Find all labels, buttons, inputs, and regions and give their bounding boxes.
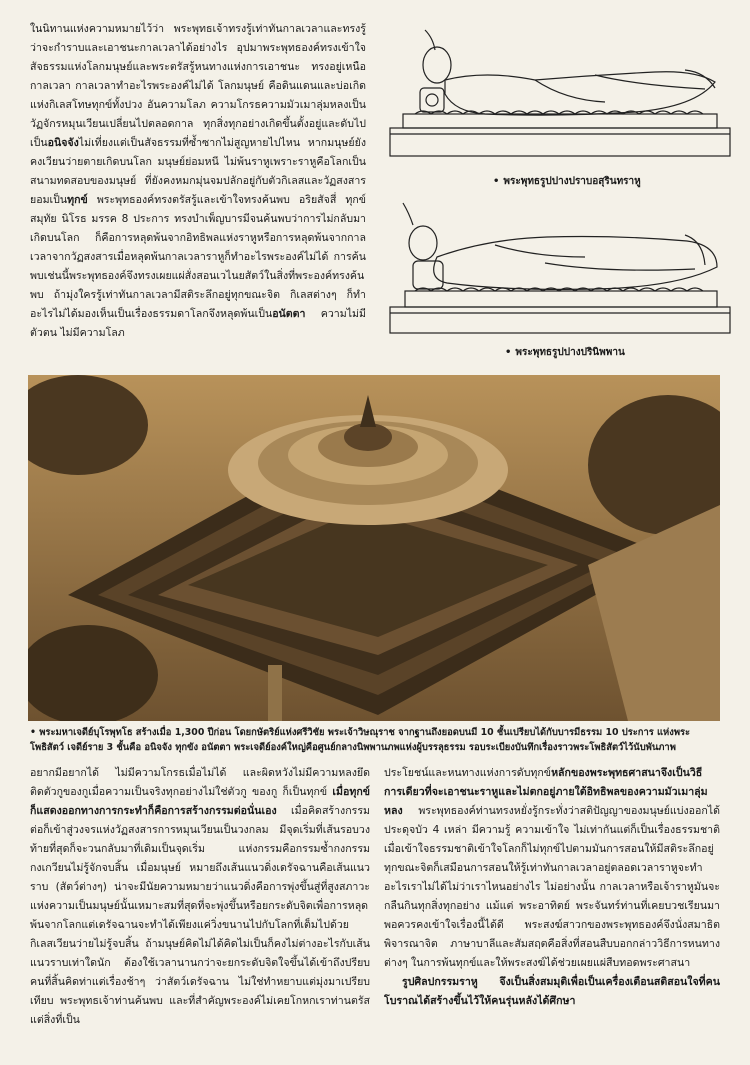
intro-text-4: ความไม่มีตัวตน ไม่มีความโลภ xyxy=(30,308,366,339)
right-column-paragraph xyxy=(384,764,720,1054)
left-text-2: เมื่อคิดสร้างกรรมต่อก็เข้าสู่วงจรแห่งวัฏสงสารการหมุนเวียนเป็นวงกลม มีจุดเริ่มที่เส้นรอบวงท้ายที่สุดก็จะวนกลับมาที่เดิมเป็นจุดเริ่ม แห่งกรรมคือกรรมซ้ำกงกรรมกงเกวียนไม่รู้จักจบสิ้น เมื่อมนุษย์ หมายถึงเส้นแนวดิ่งเดรัจฉานคือเส้นแนวราบ (สัตว์ต่างๆ) น่าจะมีนัยความหมายว่าแนวดิ่งคือการพุ่งขึ้นสู่ที่สูงสภาวะแห่งความเป็นมนุษย์นั้นเหมาะสมที่สุดที่จะพุ่งขึ้นหรือยกระดับจิตเพื่อการหลุดพ้นจากโลกแต่เดรัจฉานจะทำได้เพียงแค่วิ่งขนานไปกับโลกที่เต็มไปด้วยกิเลสเวียนว่ายไม่รู้จบสิ้น ถ้ามนุษย์คิดไม่ได้คิดไม่เป็นก็คงไม่ต่างอะไรกับเส้นแนวราบเท่าใดนัก ต้องใช้เวลานานกว่าจะยกระดับจิตใจขึ้นได้เข้าถึงปรียบคนที่สิ้นคิดท่าแต่เรื่องช้าๆ ว่าสัตว์เดรัจฉาน ไม่ใช่ทำหยาบแต่มุ่งมาเปรียบเทียบ พระพุทธเจ้าท่านค้นพบ และที่สำคัญพระองค์ไม่เคยโกหกเราท่านตรัสแต่สิ่งที่เป็น xyxy=(30,805,370,1026)
borobudur-aerial-photo xyxy=(28,375,720,721)
caption-bullet: • xyxy=(493,176,500,187)
intro-paragraph xyxy=(30,20,366,365)
intro-text-3: พระพุทธองค์ทรงตรัสรู้และเข้าใจทรงค้นพบ อริยสัจสี่ ทุกข์ สมุทัย นิโรธ มรรค 8 ประการ ทรงบำเพ็ญบารมีจนค้นพบว่าการไม่กลับมาเกิดบนโลก ก็คือการหลุดพ้นจากอิทธิพลแห่งราหูหรือการหลุดพ้นจากกาลเวลาจากวัฏสงสารเมื่อหลุดพ้นกาลเวลาราหูก็ทำอะไรพระองค์ไม่ได้ การค้นพบเช่นนี้พระพุทธองค์จึงทรงเผยแผ่สั่งสอนเวไนยสัตว์ในสิ่งที่พระองค์ทรงค้นพบ ถ้ามุ่งใครรู้เท่าทันกาลเวลามีสติระลึกอยู่ทุกขณะจิต กิเลสต่างๆ ก็ทำอะไรไม่ได้มองเห็นเป็นเรื่องธรรมดาโลกจึงหลุดพ้นเป็น xyxy=(30,194,366,320)
reclining-buddha-drawing-1 xyxy=(385,20,735,170)
intro-bold-dukkha: ทุกข์ xyxy=(67,194,88,206)
left-bold-1: เมื่อทุกข์ก็แสดงออกทางการกระทำก็คือการสร้างกรรมต่อนั่นเอง xyxy=(30,786,370,817)
intro-bold-anatta: อนัตตา xyxy=(272,308,306,320)
caption-1-text: พระพุทธรูปปางปราบอสุรินทราหู xyxy=(503,176,641,187)
left-column-paragraph xyxy=(30,764,370,1054)
photo-caption: • พระมหาเจดีย์บุโรพุทโธ สร้างเมื่อ 1,300 ปีก่อน โดยกษัตริย์แห่งศรีวิชัย พระเจ้าวิษณุราช จากฐานถึงยอดบนมี 10 ชั้นเปรียบได้กับบารมีธรรม 10 ประการ แห่งพระโพธิสัตว์ เจดีย์ราย 3 ชั้นคือ อนิจจัง ทุกขัง อนัตตา พระเจดีย์องค์ใหญ่คือศูนย์กลางนิพพานภพแห่งผู้บรรลุธรรม รอบระเบียงบันทึกเรื่องราวพระโพธิสัตว์ไว้นับพันภาพ xyxy=(30,727,691,753)
intro-text-1: ในนิทานแห่งความหมายไว้ว่า พระพุทธเจ้าทรงรู้เท่าทันกาลเวลาและทรงรู้ว่าจะกำราบและเอาชนะกาลเวลาได้อย่างไร อุปมาพระพุทธองค์ทรงเข้าใจสัจธรรมแห่งโลกมนุษย์และพระตรัสรู้หนทางแห่งการเอาชนะ ทรงอยู่เหนือกาลเวลา กาลเวลาทำอะไรพระองค์ไม่ได้ โลกมนุษย์ คือดินแดนและบ่อเกิดแห่งกิเลสโทษทุกข์ทั้งปวง อันความโลภ ความโกรธความมัวเมาลุ่มหลงเป็นวัฏจักรหมุนเวียนเปลี่ยนไปตลอดกาล ทุกสิ่งทุกอย่างเกิดขึ้นตั้งอยู่และดับไปเป็น xyxy=(30,23,366,149)
figure-caption-2 xyxy=(505,346,625,360)
reclining-buddha-drawing-2 xyxy=(385,195,735,345)
right-text-2: พระพุทธองค์ท่านทรงหยั่งรู้กระทั่งว่าสติปัญญาของมนุษย์แบ่งออกได้ประดุจบัว 4 เหล่า มีความรู้ ความเข้าใจ ไม่เท่ากันแต่ก็เป็นเรื่องธรรมชาติเมื่อเข้าใจธรรมชาติเข้าใจโลกก็ไม่ทุกข์ไปตามมันการสอนให้มีสติระลึกอยู่ทุกขณะจิตก็เสมือนการสอนให้รู้เท่าทันกาลเวลาอยู่ตลอดเวลาราหูจะทำอะไรเราไม่ได้ไม่ว่าเราไหนอย่างไร ไม่อย่างนั้น กาลเวลาหรือเจ้าราหูมันจะกลืนกินทุกสิ่งทุกอย่าง แม้แต่ พระอาทิตย์ พระจันทร์ท่านที่เคยบวชเรียนมาพอควรคงเข้าใจเรื่องนี้ได้ดี พระสงฆ์สาวกของพระพุทธองค์จึงนั่งสมาธิตพิจารณาจิต ภาษาบาลีและสัมสฤตคือสิ่งที่สอนสืบบอกกล่าววิธีการหนทางต่างๆ ในการพ้นทุกข์และให้พระสงฆ์ได้ช่วยเผยแผ่สืบทอดพระศาสนา xyxy=(384,805,720,969)
intro-bold-anicca: อนิจจัง xyxy=(47,137,79,149)
right-text-1: ประโยชน์และหนทางแห่งการดับทุกข์ xyxy=(384,767,552,779)
caption-2-text: พระพุทธรูปปางปรินิพพาน xyxy=(515,347,625,358)
left-text-1: อยากมีอยากได้ ไม่มีความโกรธเมื่อไม่ได้ และผิดหวังไม่มีความหลงยึดติดตัวกูของกูเมื่อความเป็นจริงทุกอย่างไม่ใช่ตัวกู ของกู ก็เป็นทุกข์ xyxy=(30,767,370,798)
right-bold-rahu: รูปศิลปกรรมราหู xyxy=(402,976,478,988)
right-bold-2: จึงเป็นสิ่งสมมุติเพื่อเป็นเครื่องเตือนสติสอนใจที่คนโบราณได้สร้างขึ้นไว้ให้คนรุ่นหลังได้ศึกษา xyxy=(384,976,720,1007)
intro-text-2: ไม่เที่ยงแต่เป็นสัจธรรมที่ซ้ำซากไม่สูญหายไปไหน หากมนุษย์ยังคงเวียนว่ายตายเกิดบนโลก มนุษย์ย่อมหนี ไม่พ้นราหูเพราะราหูคือโลกเป็นสนามทดสอบของมนุษย์ ที่ยังคงหมกมุ่นจมปลักอยู่กับตัวกิเลสและวัฏสงสาร ยอมเป็น xyxy=(30,137,366,206)
caption-bullet: • xyxy=(505,347,512,358)
right-bold-1: หลักของพระพุทธศาสนาจึงเป็นวิธีการเดียวที่จะเอาชนะราหูและไม่ตกอยู่ภายใต้อิทธิพลของความมัวเมาลุ่มหลง xyxy=(384,767,708,817)
figure-caption-1 xyxy=(493,175,641,189)
